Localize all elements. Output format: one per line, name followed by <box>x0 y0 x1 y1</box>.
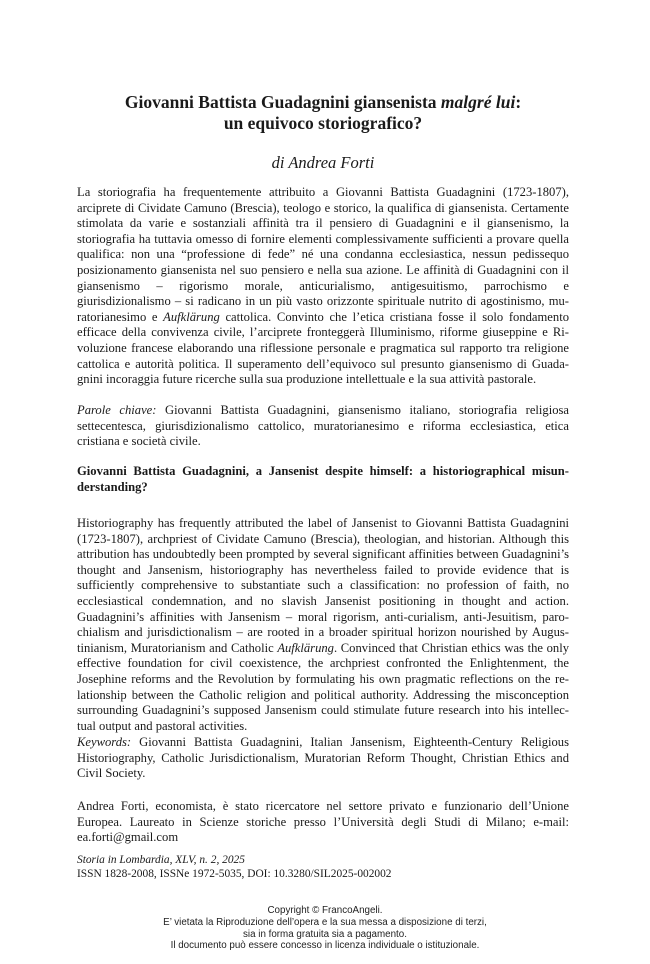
abstract-english-text-part1: Historiography has frequently attributed the label of Jansenist to Giovanni Battista Guadagnini (1723-1807), archpriest of Cividate Camuno (Brescia), theologian, and historian. Although this attribution has undoubtedly been prompted by several significant affinities between Guadagnini’s thought and Jansenism, historiography has nevertheless failed to provide evidence that is sufficiently comprehensive to substantiate such a classification: no profession of faith, no ecclesiastical condemnation, and no slavish Jansenist positioning in thought and action. Guadagnini’s affinities with Jansenism – moral rigorism, anti-curialism, anti-Jesuitism, parochialism and jurisdictionalism – are rooted in a broader spiritual horizon nourished by Augustinianism, Muratorianism and Catholic <box>77 516 569 655</box>
abstract-english <box>77 516 569 734</box>
copyright-line3: sia in forma gratuita sia a pagamento. <box>243 928 407 940</box>
title-line2-text: un equivoco storiografico? <box>223 113 423 133</box>
abstract-italian-text-part1: La storiografia ha frequentemente attribuito a Giovanni Battista Guadagnini (1723-1807), arciprete di Cividate Camuno (Brescia), teologo e storico, la qualifica di giansenista. Certamente stimolata da varie e sostanziali affinità tra il pensiero di Guadagnini e il giansenismo, la storiografia ha tuttavia omesso di fornire elementi complessivamente sufficienti a provare quella qualifica: non una “professione di fede” né una condanna ecclesiastica, nessun pedissequo posizionamento giansenista nel suo pensiero e nella sua azione. Le affinità di Guadagnini con il giansenismo – rigorismo morale, anticurialismo, antigesuitismo, parrochismo e giurisdizionalismo – si radicano in un più vasto orizzonte spirituale nutrito di agostinismo, muratorianesimo e <box>77 185 569 324</box>
journal-citation: Storia in Lombardia, XLV, n. 2, 2025 <box>77 854 245 866</box>
title-line1-colon: : <box>515 92 522 112</box>
abstract-italian-text-part2: cattolica. Convinto che l’etica cristiana fosse il solo fondamento efficace della convivenza civile, l’arciprete fronteggerà Illuminismo, riforme giuseppine e Rivoluzione francese elaborando una riflessione personale e pragmatica sul rapporto tra religione cattolica e autorità politica. Il superamento dell’equivoco sul presunto giansenismo di Guadagnini incoraggia future ricerche sulla sua produzione intellettuale e la sua attività pastorale. <box>77 309 569 387</box>
author-byline: di Andrea Forti <box>271 153 375 172</box>
abstract-italian <box>77 185 569 388</box>
keywords-italian-text: Giovanni Battista Guadagnini, giansenismo italiano, storiografia religiosa settecentesca, giurisdizionalismo cattolico, muratorianesimo e riforma ecclesiastica, etica cristiana e società civile. <box>77 403 569 449</box>
journal-info <box>77 854 569 881</box>
copyright-line2: E’ vietata la Riproduzione dell’opera e la sua messa a disposizione di terzi, <box>163 916 487 928</box>
article-title <box>77 92 569 134</box>
abstract-english-term: Aufklärung <box>277 640 334 655</box>
keywords-english-text: Giovanni Battista Guadagnini, Italian Jansenism, Eighteenth-Century Religious Historiography, Catholic Jurisdictionalism, Muratorian Reform Thought, Christian Ethics and Civil Society. <box>77 735 569 781</box>
copyright-line1: Copyright © FrancoAngeli. <box>267 905 383 916</box>
abstract-italian-term: Aufklärung <box>163 309 220 324</box>
journal-issn-doi: ISSN 1828-2008, ISSNe 1972-5035, DOI: 10.3280/SIL2025-002002 <box>77 867 392 880</box>
keywords-italian-label: Parole chiave: <box>77 403 157 417</box>
title-line1-italic: malgré lui <box>440 92 516 112</box>
keywords-english-label: Keywords: <box>77 735 132 749</box>
keywords-english <box>77 735 569 782</box>
copyright-notice <box>0 905 650 952</box>
english-title: Giovanni Battista Guadagnini, a Jansenist despite himself: a historiographical misunderstanding? <box>77 464 569 494</box>
author-bio: Andrea Forti, economista, è stato ricercatore nel settore privato e funzionario dell’Unione Europea. Laureato in Scienze storiche presso l’Università degli Studi di Milano; e-mail: ea.forti@gmail.com <box>77 799 569 845</box>
copyright-line4: Il documento può essere concesso in licenza individuale o istituzionale. <box>170 940 480 952</box>
title-line1-text: Giovanni Battista Guadagnini giansenista <box>124 92 441 112</box>
keywords-italian <box>77 403 569 450</box>
abstract-english-text-part2: . Convinced that Christian ethics was the only effective foundation for civil coexistence, the archpriest confronted the Enlightenment, the Josephine reforms and the Revolution by formulating his own pragmatic reflections on the relationship between the Catholic religion and political authority. Addressing the misconception surrounding Guadagnini’s supposed Jansenism could stimulate future research into his intellectual output and pastoral activities. <box>77 640 570 733</box>
